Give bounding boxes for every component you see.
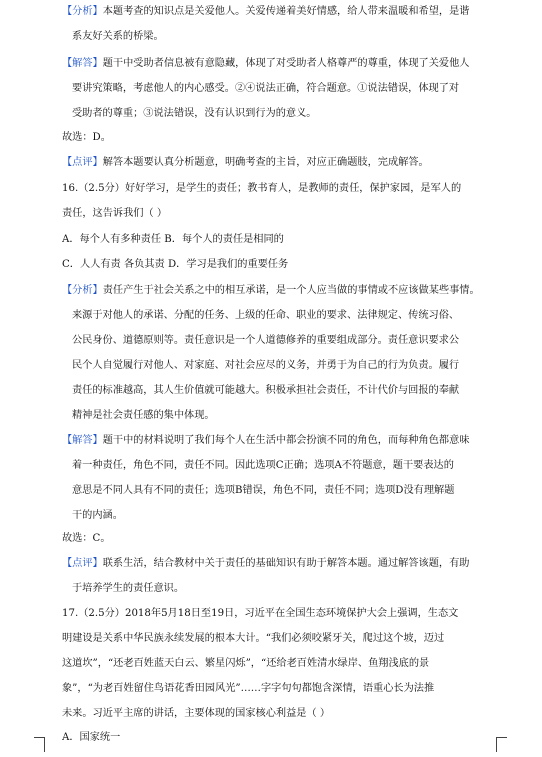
line-text: 17.（2.5分）2018年5月18日至19日，习近平在全国生态环境保护大会上强调，生态文 xyxy=(62,608,459,619)
line-text: 责任产生于社会关系之中的相互承诺，是一个人应当做的事情或不应该做某些事情。 xyxy=(102,285,480,296)
line-text: 明建设是关系中华民族永续发展的根本大计。“我们必须咬紧牙关，爬过这个坡，迈过 xyxy=(62,633,445,644)
section-tag: 【解答】 xyxy=(62,435,103,446)
text-line xyxy=(62,606,502,622)
text-line xyxy=(62,656,502,672)
text-line xyxy=(72,308,512,324)
text-line xyxy=(62,631,502,647)
line-text: 这道坎”，“还老百姓蓝天白云、繁星闪烁”，“还给老百姓清水绿岸、鱼翔浅底的景 xyxy=(62,658,430,669)
line-text: 题干中的材料说明了我们每个人在生活中都会扮演不同的角色，而每种角色都意味 xyxy=(102,435,470,446)
text-line xyxy=(62,433,502,449)
line-text: 象”，“为老百姓留住鸟语花香田园风光”……字字句句都饱含深情，语重心长为法推 xyxy=(62,683,435,694)
line-text: 本题考查的知识点是关爱他人。关爱传递着美好情感，给人带来温暖和希望，是谐 xyxy=(102,6,470,17)
line-text: 着一种责任，角色不同，责任不同。因此选项C正确；选项A不符题意，题干要表达的 xyxy=(72,460,454,471)
line-text: 解答本题要认真分析题意，明确考查的主旨，对应正确题肢，完成解答。 xyxy=(102,157,429,168)
text-line xyxy=(62,155,502,171)
line-text: 民个人自觉履行对他人、对家庭、对社会应尽的义务，并勇于为自己的行为负责。履行 xyxy=(72,360,460,371)
line-text: A．国家统一 xyxy=(62,732,121,743)
text-line xyxy=(62,556,502,572)
line-text: 16.（2.5分）好好学习，是学生的责任；教书育人，是教师的责任，保护家园，是军人的 xyxy=(62,183,462,194)
text-line xyxy=(62,257,502,273)
line-text: 责任的标准越高，其人生价值就可能越大。积极承担社会责任，不计代价与回报的奉献 xyxy=(72,385,460,396)
text-line xyxy=(72,81,512,97)
line-text: 精神是社会责任感的集中体现。 xyxy=(72,410,215,421)
page-corner-mark-right xyxy=(496,737,507,752)
section-tag: 【分析】 xyxy=(62,6,103,17)
text-line xyxy=(72,29,512,45)
text-line xyxy=(62,706,502,722)
text-line xyxy=(72,106,512,122)
text-line xyxy=(62,181,502,197)
line-text: 系友好关系的桥梁。 xyxy=(72,31,164,42)
text-line xyxy=(62,531,502,547)
line-text: 受助者的尊重；③说法错误，没有认识到行为的意义。 xyxy=(72,108,317,119)
line-text: A．每个人有多种责任 B．每个人的责任是相同的 xyxy=(62,234,284,245)
text-line xyxy=(62,4,502,20)
section-tag: 【解答】 xyxy=(62,58,103,69)
section-tag: 【分析】 xyxy=(62,285,103,296)
text-line xyxy=(72,508,512,524)
text-line xyxy=(62,206,502,222)
line-text: 意思是不同人具有不同的责任；选项B错误，角色不同，责任不同；选项D没有理解题 xyxy=(72,485,455,496)
text-line xyxy=(72,483,512,499)
text-line xyxy=(72,581,512,597)
text-line xyxy=(72,383,512,399)
text-line xyxy=(72,408,512,424)
text-line xyxy=(62,283,502,299)
line-text: 公民身份、道德原则等。责任意识是一个人道德修养的重要组成部分。责任意识要求公 xyxy=(72,335,460,346)
text-line xyxy=(62,681,502,697)
text-line xyxy=(62,130,502,146)
page-corner-mark-left xyxy=(34,737,45,752)
text-line xyxy=(72,458,512,474)
line-text: 联系生活，结合教材中关于责任的基础知识有助于解答本题。通过解答该题，有助 xyxy=(102,558,470,569)
line-text: 故选：D。 xyxy=(62,132,111,143)
line-text: 于培养学生的责任意识。 xyxy=(72,583,185,594)
text-line xyxy=(62,56,502,72)
section-tag: 【点评】 xyxy=(62,157,103,168)
line-text: 要讲究策略，考虑他人的内心感受。②④说法正确，符合题意。①说法错误，体现了对 xyxy=(72,83,460,94)
section-tag: 【点评】 xyxy=(62,558,103,569)
line-text: 干的内涵。 xyxy=(72,510,123,521)
text-line xyxy=(62,730,502,746)
line-text: 未来。习近平主席的讲话，主要体现的国家核心利益是（ ） xyxy=(62,708,331,719)
text-line xyxy=(62,232,502,248)
line-text: 责任，这告诉我们（ ） xyxy=(62,208,168,219)
line-text: 题干中受助者信息被有意隐藏，体现了对受助者人格尊严的尊重，体现了关爱他人 xyxy=(102,58,470,69)
line-text: 故选：C。 xyxy=(62,533,111,544)
text-line xyxy=(72,358,512,374)
line-text: C．人人有责 各负其责 D．学习是我们的重要任务 xyxy=(62,259,289,270)
line-text: 来源于对他人的承诺、分配的任务、上级的任命、职业的要求、法律规定、传统习俗、 xyxy=(72,310,460,321)
text-line xyxy=(72,333,512,349)
